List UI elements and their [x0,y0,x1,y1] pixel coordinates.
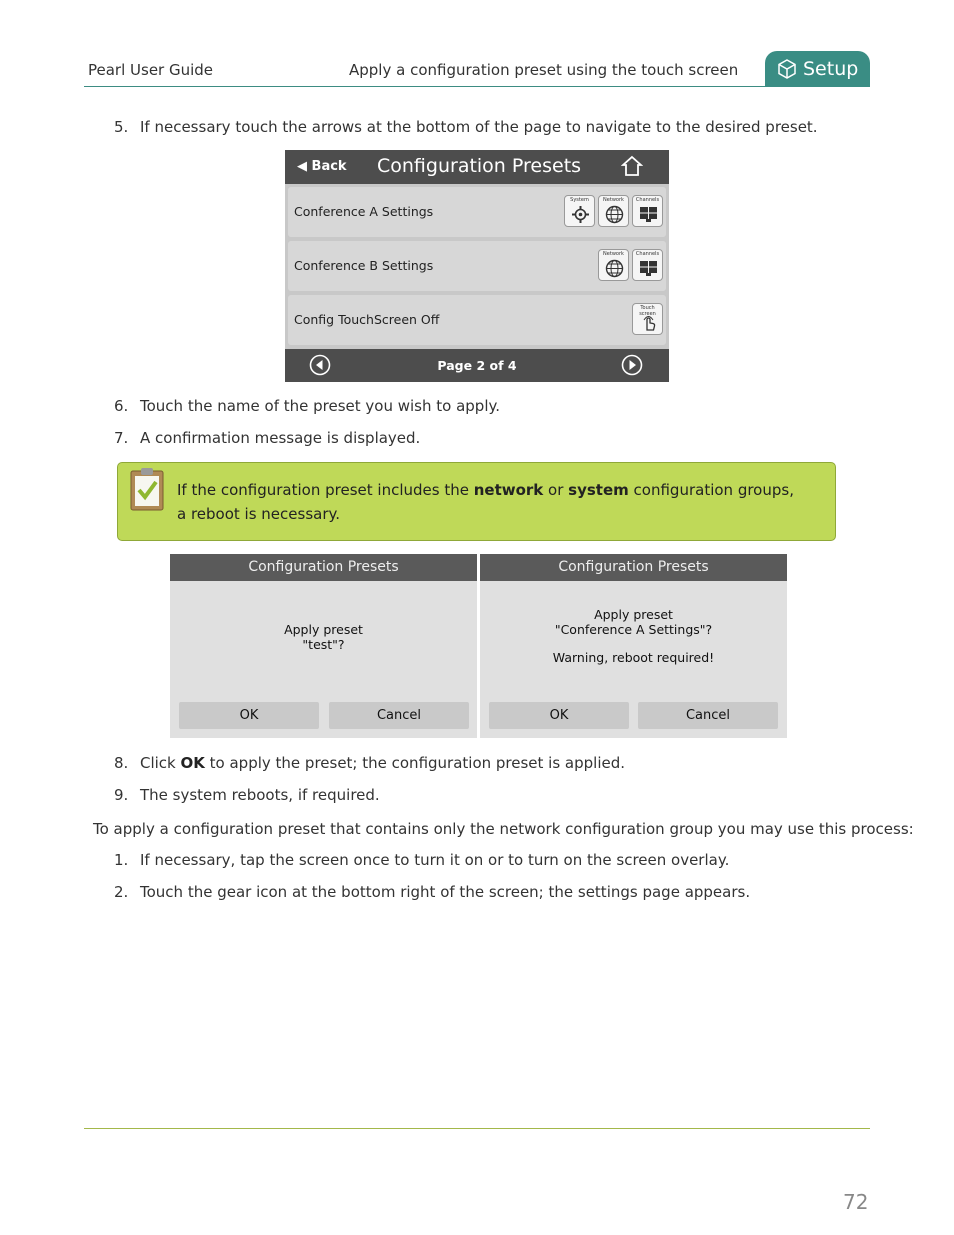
globe-icon: Network [598,249,629,281]
preset-row-conference-a[interactable]: Conference A Settings System Network Channels [288,187,666,237]
list-item: 6. Touch the name of the preset you wish to apply. [114,397,500,415]
clipboard-check-icon [130,467,164,511]
guide-title: Pearl User Guide [88,61,214,79]
body-paragraph: To apply a configuration preset that contains only the network configuration group you may use this process: [93,820,914,838]
globe-icon: Network [598,195,629,227]
setup-tab-label: Setup [803,58,859,80]
note-callout [117,462,836,541]
footer-divider [84,1128,870,1129]
list-item: 9. The system reboots, if required. [114,786,380,804]
ok-button[interactable]: OK [179,702,319,729]
monitor-icon: Channels [632,195,663,227]
home-icon[interactable] [621,155,643,177]
pagination-bar [285,349,669,382]
list-item: 2. Touch the gear icon at the bottom right of the screen; the settings page appears. [114,883,751,901]
monitor-icon: Channels [632,249,663,281]
list-item: 7. A confirmation message is displayed. [114,429,421,447]
dialog-message: Apply preset "Conference A Settings"? Warning, reboot required! [480,608,787,666]
ok-button[interactable]: OK [489,702,629,729]
touch-icon: Touch screen [632,303,663,335]
dialog-title: Configuration Presets [170,554,477,581]
screen-title-bar [285,150,669,184]
dialog-title: Configuration Presets [480,554,787,581]
gear-icon: System [564,195,595,227]
page-number: 72 [843,1190,869,1214]
dialog-warning: Warning, reboot required! [552,650,715,665]
confirm-dialog-conference-a [480,554,787,738]
next-page-icon[interactable] [621,354,643,376]
list-item: 1. If necessary, tap the screen once to turn it on or to turn on the screen overlay. [114,851,730,869]
cube-icon [777,59,797,79]
section-title: Apply a configuration preset using the touch screen [349,61,739,79]
cancel-button[interactable]: Cancel [329,702,469,729]
confirm-dialog-test [170,554,477,738]
page-indicator: Page 2 of 4 [437,358,517,373]
header-divider [84,86,870,87]
back-button[interactable]: ◀ Back [297,159,347,174]
list-item: 5. If necessary touch the arrows at the bottom of the page to navigate to the desired preset. [114,118,818,136]
list-item: 8. Click OK to apply the preset; the configuration preset is applied. [114,754,626,772]
preset-row-touchscreen-off[interactable]: Config TouchScreen Off Touch screen [288,295,666,345]
preset-row-conference-b[interactable]: Conference B Settings Network Channels [288,241,666,291]
dialog-message: Apply preset "test"? [284,622,363,652]
note-text: If the configuration preset includes the network or system configuration groups, a reboot is necessary. [177,481,794,523]
back-arrow-icon: ◀ [297,159,307,174]
setup-tab [765,51,870,87]
cancel-button[interactable]: Cancel [638,702,778,729]
screen-title: Configuration Presets [377,155,582,177]
configuration-presets-screenshot [285,150,669,382]
